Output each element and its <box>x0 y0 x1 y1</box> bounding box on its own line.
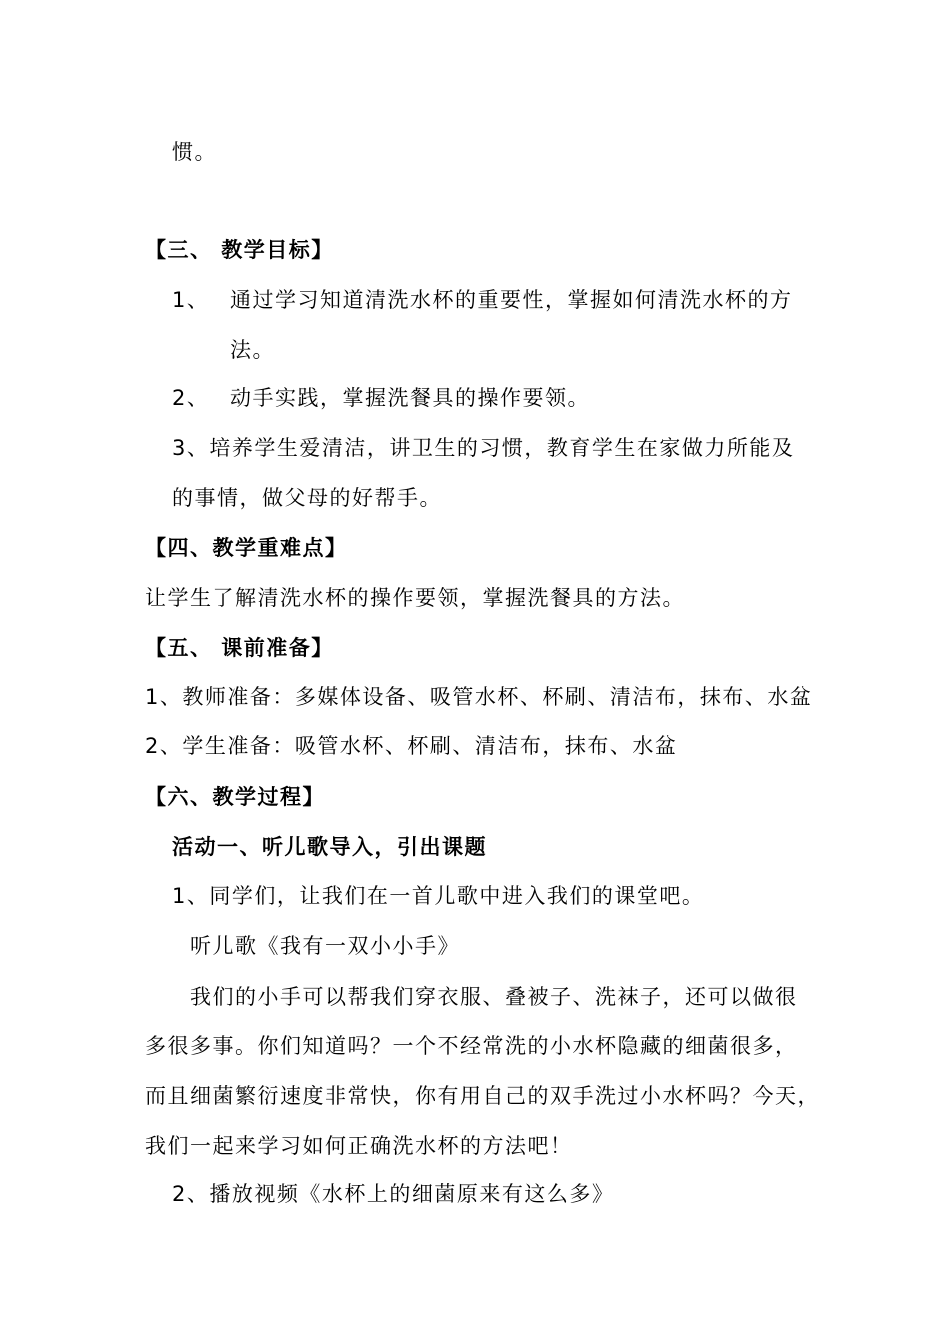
text-line: 我们的小手可以帮我们穿衣服、叠被子、洗袜子，还可以做很 <box>190 985 798 1009</box>
section-heading: 【三、 教学目标】 <box>145 238 334 262</box>
text-line: 我们一起来学习如何正确洗水杯的方法吧！ <box>145 1134 573 1158</box>
text-line: 而且细菌繁衍速度非常快，你有用自己的双手洗过小水杯吗？今天， <box>145 1084 820 1108</box>
text-line: 1、同学们，让我们在一首儿歌中进入我们的课堂吧。 <box>172 884 705 908</box>
list-text: 通过学习知道清洗水杯的重要性，掌握如何清洗水杯的方 <box>230 288 793 312</box>
text-line: 让学生了解清洗水杯的操作要领，掌握洗餐具的方法。 <box>145 586 685 610</box>
list-item <box>172 287 793 313</box>
list-item <box>172 385 590 411</box>
list-number: 1、 <box>172 288 210 312</box>
section-heading: 【五、 课前准备】 <box>145 636 334 660</box>
text-line: 1、教师准备：多媒体设备、吸管水杯、杯刷、清洁布，抹布、水盆 <box>145 685 813 709</box>
list-number: 2、 <box>172 386 210 410</box>
text-line: 3、培养学生爱清洁，讲卫生的习惯，教育学生在家做力所能及 <box>172 436 795 460</box>
text-line: 法。 <box>230 338 275 362</box>
activity-heading: 活动一、听儿歌导入，引出课题 <box>172 835 487 859</box>
text-line: 2、学生准备：吸管水杯、杯刷、清洁布，抹布、水盆 <box>145 734 678 758</box>
text-line: 的事情，做父母的好帮手。 <box>172 486 442 510</box>
section-heading: 【六、教学过程】 <box>145 785 325 809</box>
text-line: 多很多事。你们知道吗？一个不经常洗的小水杯隐藏的细菌很多， <box>145 1034 798 1058</box>
text-line: 惯。 <box>172 140 217 164</box>
text-line: 听儿歌《我有一双小小手》 <box>190 934 460 958</box>
list-text: 动手实践，掌握洗餐具的操作要领。 <box>230 386 590 410</box>
text-line: 2、播放视频《水杯上的细菌原来有这么多》 <box>172 1182 615 1206</box>
section-heading: 【四、教学重难点】 <box>145 536 348 560</box>
